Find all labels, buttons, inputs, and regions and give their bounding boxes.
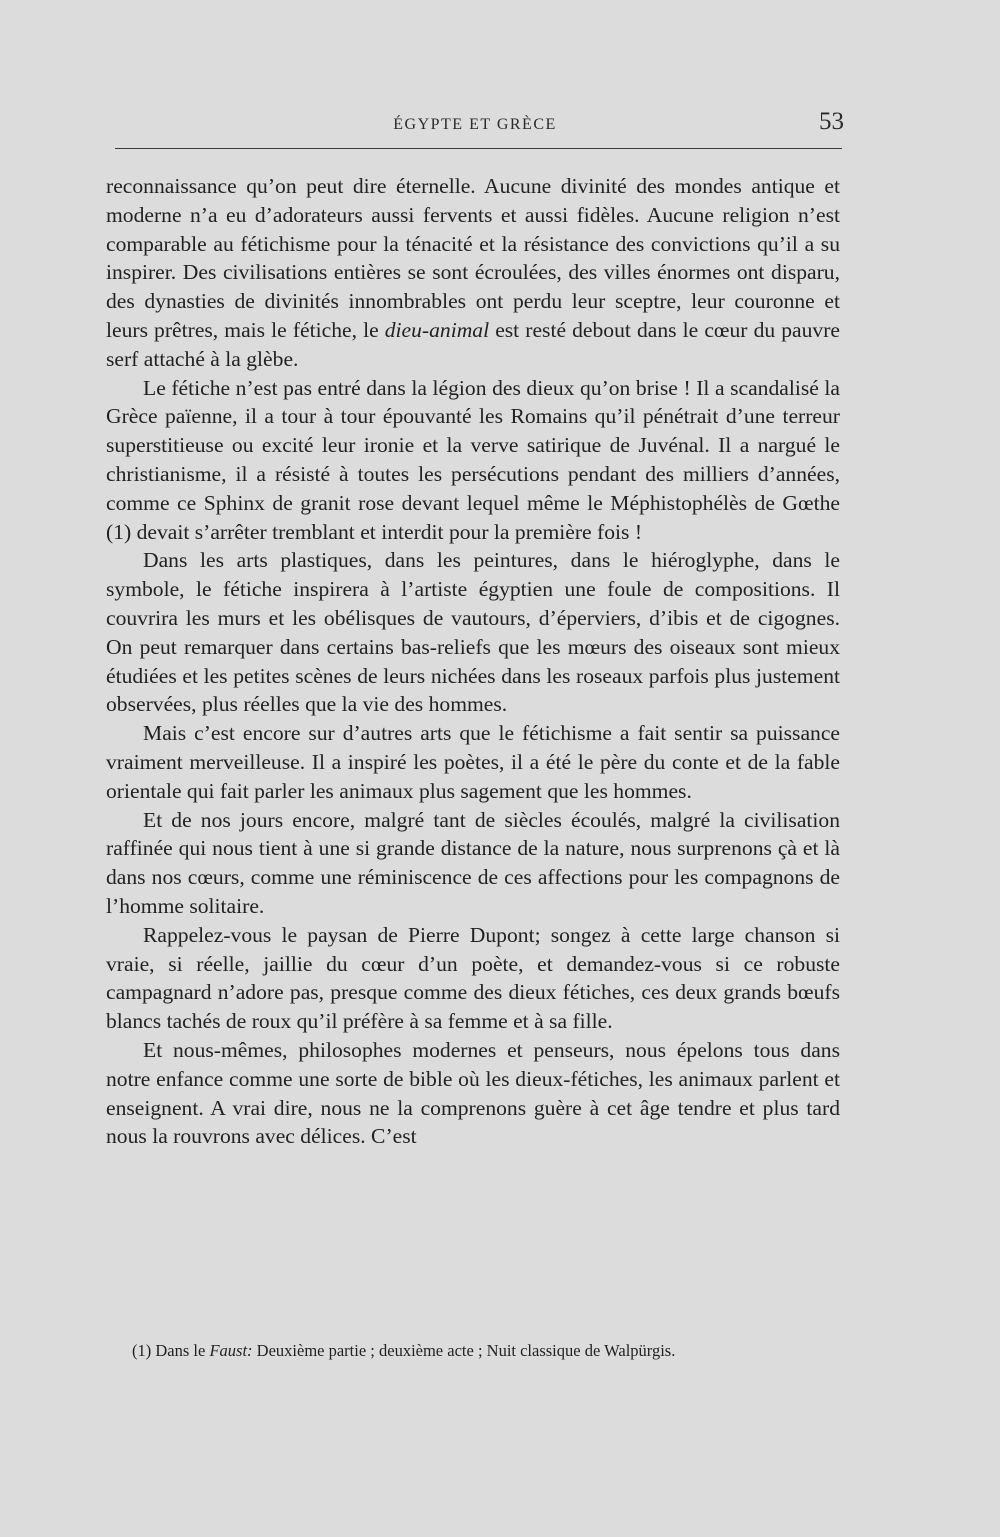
italic-text: dieu-animal	[384, 317, 490, 342]
page-number: 53	[819, 108, 844, 135]
footnote-reference: (1)	[106, 519, 132, 544]
paragraph	[106, 719, 840, 805]
page-header	[108, 108, 842, 148]
header-rule	[115, 148, 842, 149]
running-title: ÉGYPTE ET GRÈCE	[393, 116, 557, 133]
paragraph	[106, 546, 840, 719]
paragraph	[106, 374, 840, 547]
paragraph-text: devait s’arrêter tremblant et interdit pour la première fois !	[131, 519, 643, 544]
footnote-marker: (1)	[132, 1341, 152, 1360]
paragraph-text: Rappelez-vous le paysan de Pierre Dupont; songez à cette large chanson si vraie, si réelle, jaillie du cœur d’un poète, et demandez-vous si ce robuste campagnard n’adore pas, presque comme des dieux fétiches, ces deux grands bœufs blancs tachés de roux qu’il préfère à sa femme et à sa fille.	[106, 922, 840, 1034]
paragraph-text: Le fétiche n’est pas entré dans la légion des dieux qu’on brise ! Il a scandalisé la Grèce païenne, il a tour à tour épouvanté les Romains qu’il pénétrait d’une terreur superstitieuse ou excité leur ironie et la verve satirique de Juvénal. Il a nargué le christianisme, il a résisté à toutes les persécutions pendant des milliers d’années, comme ce Sphinx de granit rose devant lequel même le Méphistophélès de Gœthe	[106, 375, 840, 515]
paragraph	[106, 172, 840, 374]
paragraph-text: Et de nos jours encore, malgré tant de siècles écoulés, malgré la civilisation raffinée qui nous tient à une si grande distance de la nature, nous surprenons çà et là dans nos cœurs, comme une réminiscence de ces affections pour les compagnons de l’homme solitaire.	[106, 807, 840, 918]
footnote-work-title: Faust:	[209, 1341, 253, 1360]
paragraph-text: reconnaissance qu’on peut dire éternelle. Aucune divinité des mondes antique et moderne n’a eu d’adorateurs aussi fervents et aussi fidèles. Aucune religion n’est comparable au fétichisme pour la ténacité et la résistance des convictions qu’il a su inspirer. Des civilisations entières se sont écroulées, des villes énormes ont disparu, des dynasties de divinités innombrables ont perdu leur sceptre, leur couronne et leurs prêtres, mais le fétiche, le	[106, 174, 840, 342]
paragraph	[106, 1036, 840, 1151]
footnote-text: Deuxième partie ; deuxième acte ; Nuit classique de Walpürgis.	[252, 1341, 676, 1360]
paragraph	[106, 806, 840, 921]
paragraph-text: Dans les arts plastiques, dans les peintures, dans le hiéroglyphe, dans le symbole, le fétiche inspirera à l’artiste égyptien une foule de compositions. Il couvrira les murs et les obélisques de vautours, d’éperviers, d’ibis et de cigognes. On peut remarquer dans certains bas-reliefs que les mœurs des oiseaux sont mieux étudiées et les petites scènes de leurs nichées dans les roseaux parfois plus justement observées, plus réelles que la vie des hommes.	[106, 548, 840, 717]
footnote-prefix: Dans le	[151, 1341, 210, 1360]
paragraph-text: est resté debout dans le cœur du pauvre serf attaché à la glèbe.	[106, 317, 841, 371]
body-text	[106, 172, 840, 1151]
paragraph	[106, 921, 840, 1036]
paragraph-text: Et nous-mêmes, philosophes modernes et penseurs, nous épelons tous dans notre enfance comme une sorte de bible où les dieux-fétiches, les animaux parlent et enseignent. A vrai dire, nous ne la comprenons guère à cet âge tendre et plus tard nous la rouvrons avec délices. C’est	[106, 1037, 840, 1149]
paragraph-text: Mais c’est encore sur d’autres arts que le fétichisme a fait sentir sa puissance vraiment merveilleuse. Il a inspiré les poètes, il a été le père du conte et de la fable orientale qui fait parler les animaux plus sagement que les hommes.	[106, 721, 840, 803]
footnote	[132, 1341, 842, 1361]
